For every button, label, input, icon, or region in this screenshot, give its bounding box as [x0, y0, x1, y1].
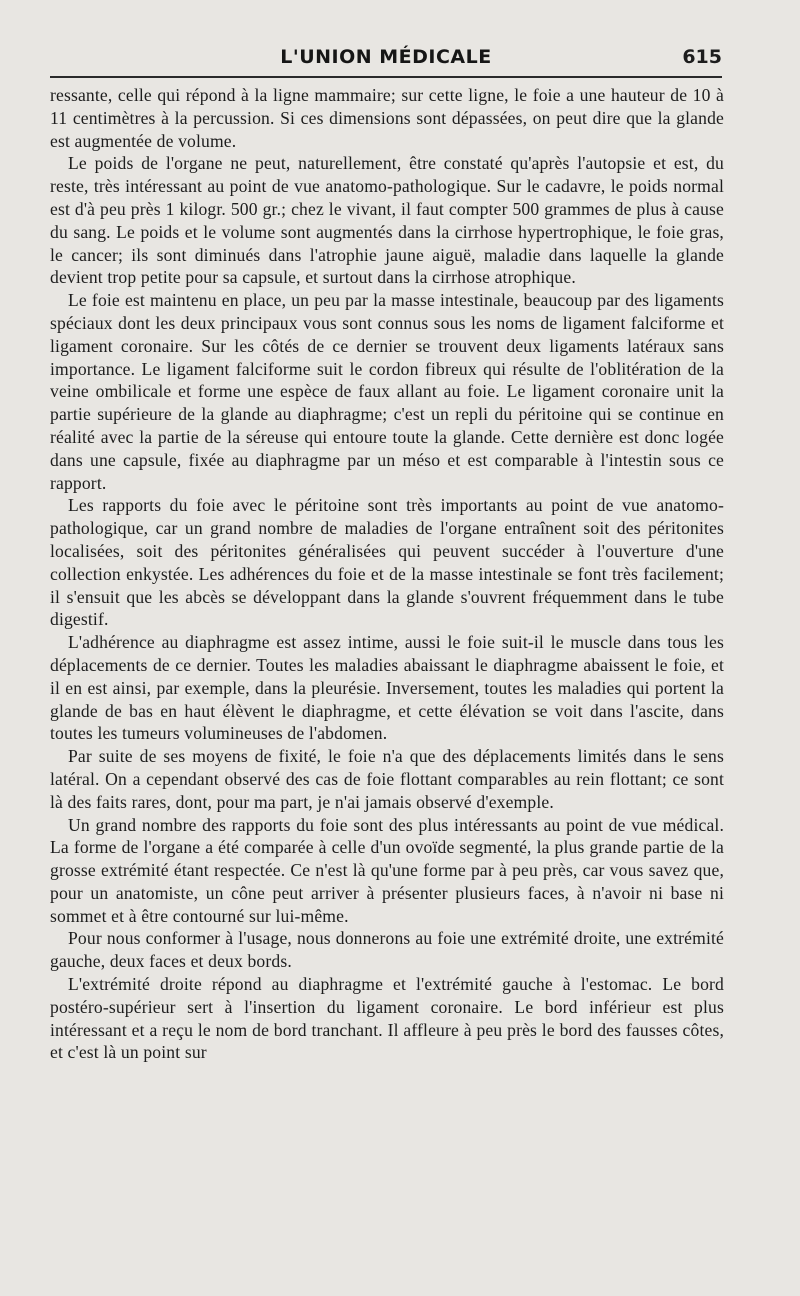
paragraph: Les rapports du foie avec le péritoine sont très importants au point de vue anatomo-pathologique, car un grand nombre de maladies de l'organe entraînent soit des péritonites localisées, soit des péritonites généralisées qui peuvent succéder à l'ouverture d'une collection enkystée. Les adhérences du foie et de la masse intestinale se font très facilement; il s'ensuit que les abcès se développant dans la glande s'ouvrent fréquemment dans le tube digestif.	[50, 495, 724, 630]
running-header	[50, 46, 722, 74]
article-body	[50, 84, 724, 1064]
paragraph: L'extrémité droite répond au diaphragme et l'extrémité gauche à l'estomac. Le bord postéro-supérieur sert à l'insertion du ligament coronaire. Le bord inférieur est plus intéressant et a reçu le nom de bord tranchant. Il affleure à peu près le bord des fausses côtes, et c'est là un point sur	[50, 974, 724, 1063]
paragraph: Le foie est maintenu en place, un peu par la masse intestinale, beaucoup par des ligaments spéciaux dont les deux principaux vous sont connus sous les noms de ligament falciforme et ligament coronaire. Sur les côtés de ce dernier se trouvent deux ligaments latéraux sans importance. Le ligament falciforme suit le cordon fibreux qui résulte de l'oblitération de la veine ombilicale et forme une espèce de faux allant au foie. Le ligament coronaire unit la partie supérieure de la glande au diaphragme; c'est un repli du péritoine qui se continue en réalité avec la partie de la séreuse qui entoure toute la glande. Cette dernière est donc logée dans une capsule, fixée au diaphragme par un méso et est comparable à l'intestin sous ce rapport.	[50, 290, 724, 493]
paragraph: ressante, celle qui répond à la ligne mammaire; sur cette ligne, le foie a une hauteur de 10 à 11 centimètres à la percussion. Si ces dimensions sont dépassées, on peut dire que la glande est augmentée de volume.	[50, 85, 724, 151]
journal-title: L'UNION MÉDICALE	[280, 46, 492, 68]
header-rule	[50, 76, 722, 78]
page-number: 615	[682, 46, 722, 68]
paragraph: Un grand nombre des rapports du foie sont des plus intéressants au point de vue médical. La forme de l'organe a été comparée à celle d'un ovoïde segmenté, la plus grande partie de la grosse extrémité étant respectée. Ce n'est là qu'une forme par à peu près, car vous savez que, pour un anatomiste, un cône peut arriver à présenter plusieurs faces, à n'avoir ni base ni sommet et à être contourné sur lui-même.	[50, 814, 724, 926]
paragraph: Pour nous conformer à l'usage, nous donnerons au foie une extrémité droite, une extrémité gauche, deux faces et deux bords.	[50, 928, 724, 972]
paragraph: L'adhérence au diaphragme est assez intime, aussi le foie suit-il le muscle dans tous les déplacements de ce dernier. Toutes les maladies abaissant le diaphragme abaissent le foie, et il en est ainsi, par exemple, dans la pleurésie. Inversement, toutes les maladies qui portent la glande de bas en haut élèvent le diaphragme, et cette élévation se voit dans l'ascite, dans toutes les tumeurs volumineuses de l'abdomen.	[50, 632, 724, 744]
paragraph: Par suite de ses moyens de fixité, le foie n'a que des déplacements limités dans le sens latéral. On a cependant observé des cas de foie flottant comparables au rein flottant; ce sont là des faits rares, dont, pour ma part, je n'ai jamais observé d'exemple.	[50, 746, 724, 812]
paragraph: Le poids de l'organe ne peut, naturellement, être constaté qu'après l'autopsie et est, du reste, très intéressant au point de vue anatomo-pathologique. Sur le cadavre, le poids normal est d'à peu près 1 kilogr. 500 gr.; chez le vivant, il faut compter 500 grammes de plus à cause du sang. Le poids et le volume sont augmentés dans la cirrhose hypertrophique, le foie gras, le cancer; ils sont diminués dans l'atrophie jaune aiguë, maladie dans laquelle la glande devient trop petite pour sa capsule, et surtout dans la cirrhose atrophique.	[50, 153, 724, 288]
